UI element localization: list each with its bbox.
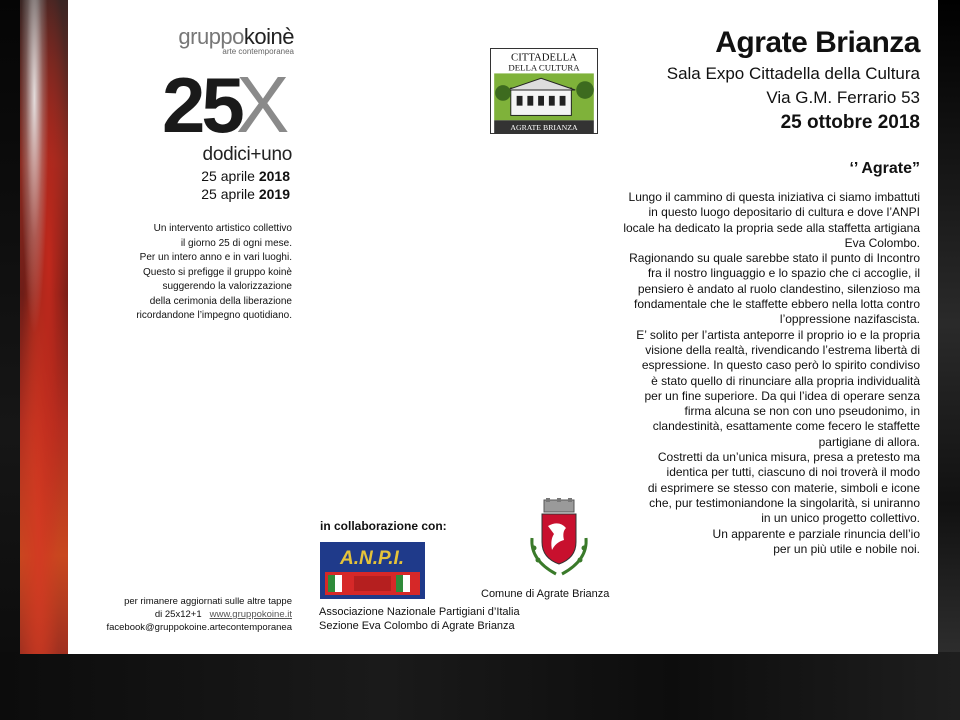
background-left-edge xyxy=(0,0,20,720)
intro-line: Per un intero anno e in vari luoghi. xyxy=(139,252,292,263)
background-bottom xyxy=(0,652,960,720)
venue-name: Sala Expo Cittadella della Cultura xyxy=(666,64,920,83)
brand-bold: koinè xyxy=(243,24,294,49)
date-year: 2018 xyxy=(258,168,290,184)
red-brush-strip xyxy=(20,0,68,654)
body-line: Lungo il cammino di questa iniziativa ci siamo imbattuti xyxy=(628,190,920,204)
intro-line: il giorno 25 di ogni mese. xyxy=(180,237,292,249)
comune-label: Comune di Agrate Brianza xyxy=(481,588,610,600)
body-line: partigiane di allora. xyxy=(818,434,920,449)
body-line: locale ha dedicato la propria sede alla staffetta artigiana xyxy=(623,220,920,235)
body-line: fra il nostro linguaggio e lo spazio che ci accoglie, il xyxy=(647,266,920,281)
body-line: fondamentale che le staffette ebbero nella lotta contro xyxy=(634,297,920,312)
brand-subtitle: arte contemporanea xyxy=(222,47,294,56)
logo-25x xyxy=(160,64,300,144)
logo-number: 25 xyxy=(162,64,241,144)
body-line: clandestinità, esattamente come fecero le staffette xyxy=(652,419,920,434)
body-line: espressione. In questo caso però lo spirito condiviso xyxy=(641,358,920,373)
date-prefix: 25 aprile xyxy=(201,186,255,202)
body-line: per un più utile e nobile noi. xyxy=(773,541,920,556)
body-line: firma alcuna se non con uno pseudonimo, in xyxy=(684,404,920,419)
date-2019 xyxy=(140,186,290,202)
body-line: pensiero è andato al ruolo clandestino, silenzioso ma xyxy=(637,281,920,296)
body-text xyxy=(580,190,920,557)
body-line: in questo luogo depositario di cultura e dove l’ANPI xyxy=(648,205,920,220)
cittadella-subtitle: DELLA CULTURA xyxy=(508,62,580,73)
cittadella-title: CITTADELLA xyxy=(511,51,577,64)
body-line: Costretti da un’unica misura, presa a pretesto ma xyxy=(657,450,920,465)
body-line: identica per tutti, ciascuno di noi troverà il modo xyxy=(666,465,920,480)
anpi-logo xyxy=(320,542,425,599)
body-line: Eva Colombo. xyxy=(844,235,920,250)
contact-line-1: per rimanere aggiornati sulle altre tappe xyxy=(124,596,292,607)
body-line: Ragionando su quale sarebbe stato il punto di Incontro xyxy=(629,251,920,266)
contact-info xyxy=(60,595,292,634)
text-title: ‘’ Agrate” xyxy=(849,160,920,177)
body-line: in un unico progetto collettivo. xyxy=(761,511,920,526)
association-name xyxy=(319,605,520,633)
date-prefix: 25 aprile xyxy=(201,168,255,184)
street-address: Via G.M. Ferrario 53 xyxy=(766,88,920,107)
collaboration-label: in collaborazione con: xyxy=(320,519,447,533)
intro-line: Questo si prefigge il gruppo koinè xyxy=(143,266,292,278)
assoc-line-1: Associazione Nazionale Partigiani d’Italia xyxy=(319,606,520,618)
body-line: di esprimere se stesso con materie, simboli e icone xyxy=(647,480,920,495)
body-line: per un fine superiore. Da qui l’idea di operare senza xyxy=(644,388,920,403)
event-date: 25 ottobre 2018 xyxy=(780,112,920,133)
body-line: Un apparente e parziale rinuncia dell’io xyxy=(712,526,920,541)
body-line: E’ solito per l’artista anteporre il proprio io e la propria xyxy=(636,327,920,342)
contact-line-2 xyxy=(60,608,292,621)
intro-text xyxy=(100,222,292,324)
city-title: Agrate Brianza xyxy=(715,26,920,59)
facebook-line: facebook@gruppokoine.artecontemporanea xyxy=(106,622,292,633)
body-line: che, pur testimoniandone la singolarità, si uniranno xyxy=(649,495,920,510)
date-2018 xyxy=(140,168,290,184)
website-link[interactable]: www.gruppokoine.it xyxy=(209,609,292,620)
intro-line: suggerendo la valorizzazione xyxy=(162,281,292,292)
logo-letter: X xyxy=(236,64,290,144)
assoc-line-2: Sezione Eva Colombo di Agrate Brianza xyxy=(319,620,515,632)
body-line: l’oppressione nazifascista. xyxy=(779,312,920,327)
date-year: 2019 xyxy=(258,186,290,202)
intro-line: Un intervento artistico collettivo xyxy=(153,223,292,234)
body-line: è stato quello di rinunciare alla propria individualità xyxy=(651,373,920,388)
contact-prefix: di 25x12+1 xyxy=(154,609,202,620)
anpi-logo-text: A.N.P.I. xyxy=(339,548,405,569)
flyer xyxy=(20,0,938,654)
background-right-edge xyxy=(938,0,960,720)
cittadella-city: AGRATE BRIANZA xyxy=(510,123,578,133)
coat-of-arms xyxy=(526,498,592,580)
body-line: visione della realtà, rivendicando l’estrema libertà di xyxy=(645,342,920,357)
intro-line: della cerimonia della liberazione xyxy=(149,295,292,307)
gruppo-koine-logo xyxy=(144,26,294,48)
logo-subtitle: dodici+uno xyxy=(202,144,292,165)
brand-light: gruppo xyxy=(178,24,244,49)
intro-line: ricordandone l’impegno quotidiano. xyxy=(136,310,292,321)
